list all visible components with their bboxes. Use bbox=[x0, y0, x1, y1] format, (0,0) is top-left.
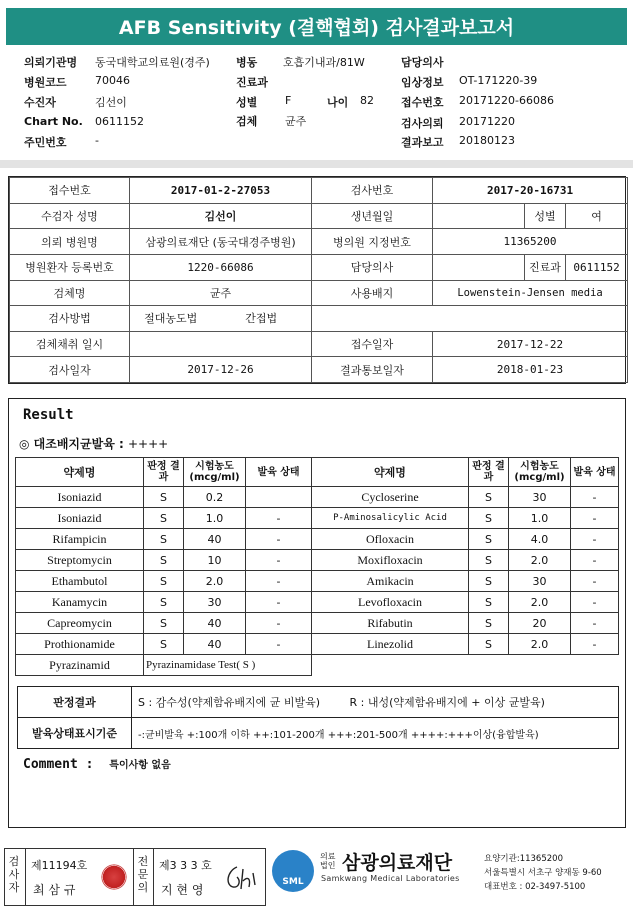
judge-result: S bbox=[144, 634, 184, 655]
request-label: 검사의뢰 bbox=[401, 117, 444, 130]
test-concentration: 30 bbox=[509, 487, 571, 508]
result-title: Result bbox=[23, 407, 74, 423]
col-header-conc: 시험농도 (mcg/ml) bbox=[184, 458, 246, 487]
col-header-judge: 판정 결과 bbox=[469, 458, 509, 487]
drug-name: Rifabutin bbox=[312, 613, 469, 634]
drug-name: Capreomycin bbox=[16, 613, 144, 634]
id-label: 주민번호 bbox=[24, 136, 67, 149]
specimen-label: 검체 bbox=[236, 115, 258, 128]
cell-value: 2017-20-16731 bbox=[433, 178, 628, 204]
judge-legend-r: R : 내성(약제함유배지에 + 이상 균발육) bbox=[349, 696, 545, 709]
table-row bbox=[16, 655, 619, 676]
patient-label: 수진자 bbox=[24, 96, 56, 109]
drug-name: Linezolid bbox=[312, 634, 469, 655]
cell-label: 접수번호 bbox=[10, 178, 130, 204]
examiner-name: 최 삼 규 bbox=[33, 883, 76, 897]
cell-value: 김선이 bbox=[130, 203, 312, 229]
table-row bbox=[16, 529, 619, 550]
drug-name: Rifampicin bbox=[16, 529, 144, 550]
table-row bbox=[16, 592, 619, 613]
comment bbox=[23, 756, 171, 772]
chart-value: 0611152 bbox=[95, 115, 144, 128]
age-label: 나이 bbox=[327, 96, 349, 109]
test-concentration: 2.0 bbox=[509, 550, 571, 571]
accession-value: 20171220-66086 bbox=[459, 94, 554, 107]
drug-name: Ethambutol bbox=[16, 571, 144, 592]
growth-status: - bbox=[246, 550, 312, 571]
table-row bbox=[16, 550, 619, 571]
cell-value: 2017-12-22 bbox=[433, 331, 628, 357]
org-english-name: Samkwang Medical Laboratories bbox=[321, 874, 460, 883]
patient-value: 김선이 bbox=[95, 96, 127, 109]
clinical-value: OT-171220-39 bbox=[459, 74, 538, 87]
test-concentration: 1.0 bbox=[509, 508, 571, 529]
specialist-vlabel: 전문의 bbox=[137, 855, 149, 894]
growth-status: - bbox=[246, 592, 312, 613]
drug-name: Kanamycin bbox=[16, 592, 144, 613]
drug-name: Ofloxacin bbox=[312, 529, 469, 550]
signature-icon bbox=[223, 863, 259, 893]
test-concentration: 40 bbox=[184, 613, 246, 634]
org-address: 서울특별시 서초구 양재동 9-60 bbox=[484, 868, 602, 878]
examiner-vlabel: 검사자 bbox=[8, 855, 20, 894]
chart-label: Chart No. bbox=[24, 115, 83, 128]
judge-result: S bbox=[144, 508, 184, 529]
specimen-info-box bbox=[8, 176, 626, 384]
test-concentration: 40 bbox=[184, 634, 246, 655]
growth-legend-label: 발육상태표시기준 bbox=[18, 718, 132, 749]
comment-label: Comment : bbox=[23, 757, 94, 772]
col-header-growth: 발육 상태 bbox=[246, 458, 312, 487]
drug-name: Moxifloxacin bbox=[312, 550, 469, 571]
org-prefix: 의료법인 bbox=[320, 852, 336, 870]
growth-status: - bbox=[246, 571, 312, 592]
id-value: - bbox=[95, 134, 99, 147]
pza-test: Pyrazinamidase Test( S ) bbox=[144, 655, 312, 676]
specialist-license: 제3 3 3 호 bbox=[159, 859, 212, 872]
inst-label: 의뢰기관명 bbox=[24, 56, 78, 69]
culture-line bbox=[19, 435, 168, 452]
growth-status: - bbox=[571, 613, 619, 634]
growth-status: - bbox=[571, 550, 619, 571]
test-concentration: 30 bbox=[184, 592, 246, 613]
age-value: 82 bbox=[360, 94, 374, 107]
cell-label: 수검자 성명 bbox=[10, 203, 130, 229]
growth-legend-text: -:균비발육 +:100개 이하 ++:101-200개 +++:201-500개 ++++:+++이상(융합발육) bbox=[132, 718, 619, 749]
cell-value: 2017-01-2-27053 bbox=[130, 178, 312, 204]
cell-label: 검체채취 일시 bbox=[10, 331, 130, 357]
hospcode-value: 70046 bbox=[95, 74, 130, 87]
col-header-judge: 판정 결과 bbox=[144, 458, 184, 487]
growth-status: - bbox=[571, 529, 619, 550]
test-concentration: 10 bbox=[184, 550, 246, 571]
drug-name: Prothionamide bbox=[16, 634, 144, 655]
judge-result: S bbox=[469, 592, 509, 613]
test-concentration: 2.0 bbox=[184, 571, 246, 592]
col-header-drug: 약제명 bbox=[16, 458, 144, 487]
judge-legend-text bbox=[132, 687, 619, 718]
table-row bbox=[16, 487, 619, 508]
judge-result: S bbox=[144, 592, 184, 613]
test-concentration: 2.0 bbox=[509, 592, 571, 613]
growth-status: - bbox=[246, 529, 312, 550]
growth-status bbox=[246, 487, 312, 508]
report-value: 20180123 bbox=[459, 134, 515, 147]
signature-box bbox=[4, 848, 266, 906]
org-name: 삼광의료재단 bbox=[342, 852, 453, 874]
cell-label: 검체명 bbox=[10, 280, 130, 306]
table-row bbox=[16, 571, 619, 592]
drug-name: Levofloxacin bbox=[312, 592, 469, 613]
report-footer bbox=[0, 844, 633, 911]
cell-value: 절대농도법 bbox=[130, 306, 212, 332]
specimen-value: 균주 bbox=[285, 115, 307, 128]
cell-value bbox=[130, 331, 312, 357]
specimen-info-table bbox=[9, 177, 628, 383]
org-code: 요양기관:11365200 bbox=[484, 854, 563, 864]
drug-name: P-Aminosalicylic Acid bbox=[312, 508, 469, 529]
judge-legend-s: S : 감수성(약제함유배지에 균 비발육) bbox=[138, 696, 321, 709]
drug-name: Streptomycin bbox=[16, 550, 144, 571]
test-concentration: 40 bbox=[184, 529, 246, 550]
judge-result: S bbox=[144, 550, 184, 571]
growth-status: - bbox=[246, 613, 312, 634]
result-box bbox=[8, 398, 626, 828]
judge-result: S bbox=[469, 529, 509, 550]
cell-value: 삼광의료재단 (동국대경주병원) bbox=[130, 229, 312, 255]
judge-legend-label: 판정결과 bbox=[18, 687, 132, 718]
col-header-growth: 발육 상태 bbox=[571, 458, 619, 487]
judge-result: S bbox=[469, 634, 509, 655]
cell-value: 여 bbox=[566, 203, 628, 229]
cell-label: 사용배지 bbox=[312, 280, 433, 306]
cell-value: 2018-01-23 bbox=[433, 357, 628, 383]
sex-label: 성별 bbox=[236, 96, 258, 109]
report-header bbox=[0, 48, 633, 156]
cell-label: 검사일자 bbox=[10, 357, 130, 383]
growth-status: - bbox=[571, 592, 619, 613]
growth-status: - bbox=[571, 508, 619, 529]
cell-value: 1220-66086 bbox=[130, 254, 312, 280]
test-concentration: 30 bbox=[509, 571, 571, 592]
judge-result: S bbox=[144, 613, 184, 634]
drug-name: Pyrazinamid bbox=[16, 655, 144, 676]
cell-label: 접수일자 bbox=[312, 331, 433, 357]
judge-result: S bbox=[469, 571, 509, 592]
report-label: 결과보고 bbox=[401, 136, 444, 149]
cell-value bbox=[312, 306, 628, 332]
accession-label: 접수번호 bbox=[401, 96, 444, 109]
ward-label: 병동 bbox=[236, 56, 258, 69]
judge-result: S bbox=[469, 508, 509, 529]
judge-result: S bbox=[144, 529, 184, 550]
drug-name: Isoniazid bbox=[16, 487, 144, 508]
cell-value: 2017-12-26 bbox=[130, 357, 312, 383]
hospcode-label: 병원코드 bbox=[24, 76, 67, 89]
table-row bbox=[16, 613, 619, 634]
growth-status: - bbox=[246, 634, 312, 655]
drug-name: Amikacin bbox=[312, 571, 469, 592]
drug-name: Isoniazid bbox=[16, 508, 144, 529]
section-divider bbox=[0, 160, 633, 168]
request-value: 20171220 bbox=[459, 115, 515, 128]
dept-label: 진료과 bbox=[236, 76, 268, 89]
cell-label: 성별 bbox=[525, 203, 566, 229]
col-header-drug: 약제명 bbox=[312, 458, 469, 487]
red-seal-stamp bbox=[101, 864, 127, 890]
inst-value: 동국대학교의료원(경주) bbox=[95, 56, 210, 69]
table-row bbox=[16, 508, 619, 529]
drug-name: Cycloserine bbox=[312, 487, 469, 508]
judge-result: S bbox=[469, 613, 509, 634]
growth-status: - bbox=[571, 571, 619, 592]
cell-value: 간접법 bbox=[212, 306, 312, 332]
clinical-label: 임상정보 bbox=[401, 76, 444, 89]
judge-result: S bbox=[144, 487, 184, 508]
cell-label: 병의원 지정번호 bbox=[312, 229, 433, 255]
cell-value: 0611152 bbox=[566, 254, 628, 280]
cell-value bbox=[433, 254, 525, 280]
specialist-name: 지 현 영 bbox=[161, 883, 204, 897]
sensitivity-table bbox=[15, 457, 619, 676]
judge-result: S bbox=[144, 571, 184, 592]
cell-label: 검사번호 bbox=[312, 178, 433, 204]
cell-label: 생년월일 bbox=[312, 203, 433, 229]
col-header-conc: 시험농도 (mcg/ml) bbox=[509, 458, 571, 487]
ward-value: 호흡기내과/81W bbox=[283, 56, 365, 69]
cell-value: 11365200 bbox=[433, 229, 628, 255]
growth-status: - bbox=[571, 487, 619, 508]
test-concentration: 4.0 bbox=[509, 529, 571, 550]
judge-result: S bbox=[469, 550, 509, 571]
cell-value: 균주 bbox=[130, 280, 312, 306]
test-concentration: 2.0 bbox=[509, 634, 571, 655]
doctor-label: 담당의사 bbox=[401, 56, 444, 69]
cell-label: 결과통보일자 bbox=[312, 357, 433, 383]
comment-text: 특이사항 없음 bbox=[109, 760, 171, 771]
org-phone: 대표번호 : 02-3497-5100 bbox=[484, 882, 586, 892]
cell-label: 담당의사 bbox=[312, 254, 433, 280]
growth-status: - bbox=[246, 508, 312, 529]
sml-logo-icon: SML bbox=[272, 850, 314, 892]
cell-value: Lowenstein-Jensen media bbox=[433, 280, 628, 306]
cell-value bbox=[433, 203, 525, 229]
judge-result: S bbox=[469, 487, 509, 508]
sex-value: F bbox=[285, 94, 292, 107]
cell-label: 진료과 bbox=[525, 254, 566, 280]
test-concentration: 0.2 bbox=[184, 487, 246, 508]
growth-status: - bbox=[571, 634, 619, 655]
examiner-license: 제11194호 bbox=[31, 859, 88, 872]
test-concentration: 20 bbox=[509, 613, 571, 634]
cell-label: 의뢰 병원명 bbox=[10, 229, 130, 255]
table-row bbox=[16, 634, 619, 655]
legend-table bbox=[17, 686, 619, 749]
cell-label: 병원환자 등록번호 bbox=[10, 254, 130, 280]
report-title: AFB Sensitivity (결핵협회) 검사결과보고서 bbox=[6, 8, 627, 45]
empty-cell bbox=[312, 655, 619, 676]
culture-label: ◎ 대조배지균발육 : bbox=[19, 437, 124, 451]
culture-value: ++++ bbox=[127, 437, 169, 451]
cell-label: 검사방법 bbox=[10, 306, 130, 332]
test-concentration: 1.0 bbox=[184, 508, 246, 529]
